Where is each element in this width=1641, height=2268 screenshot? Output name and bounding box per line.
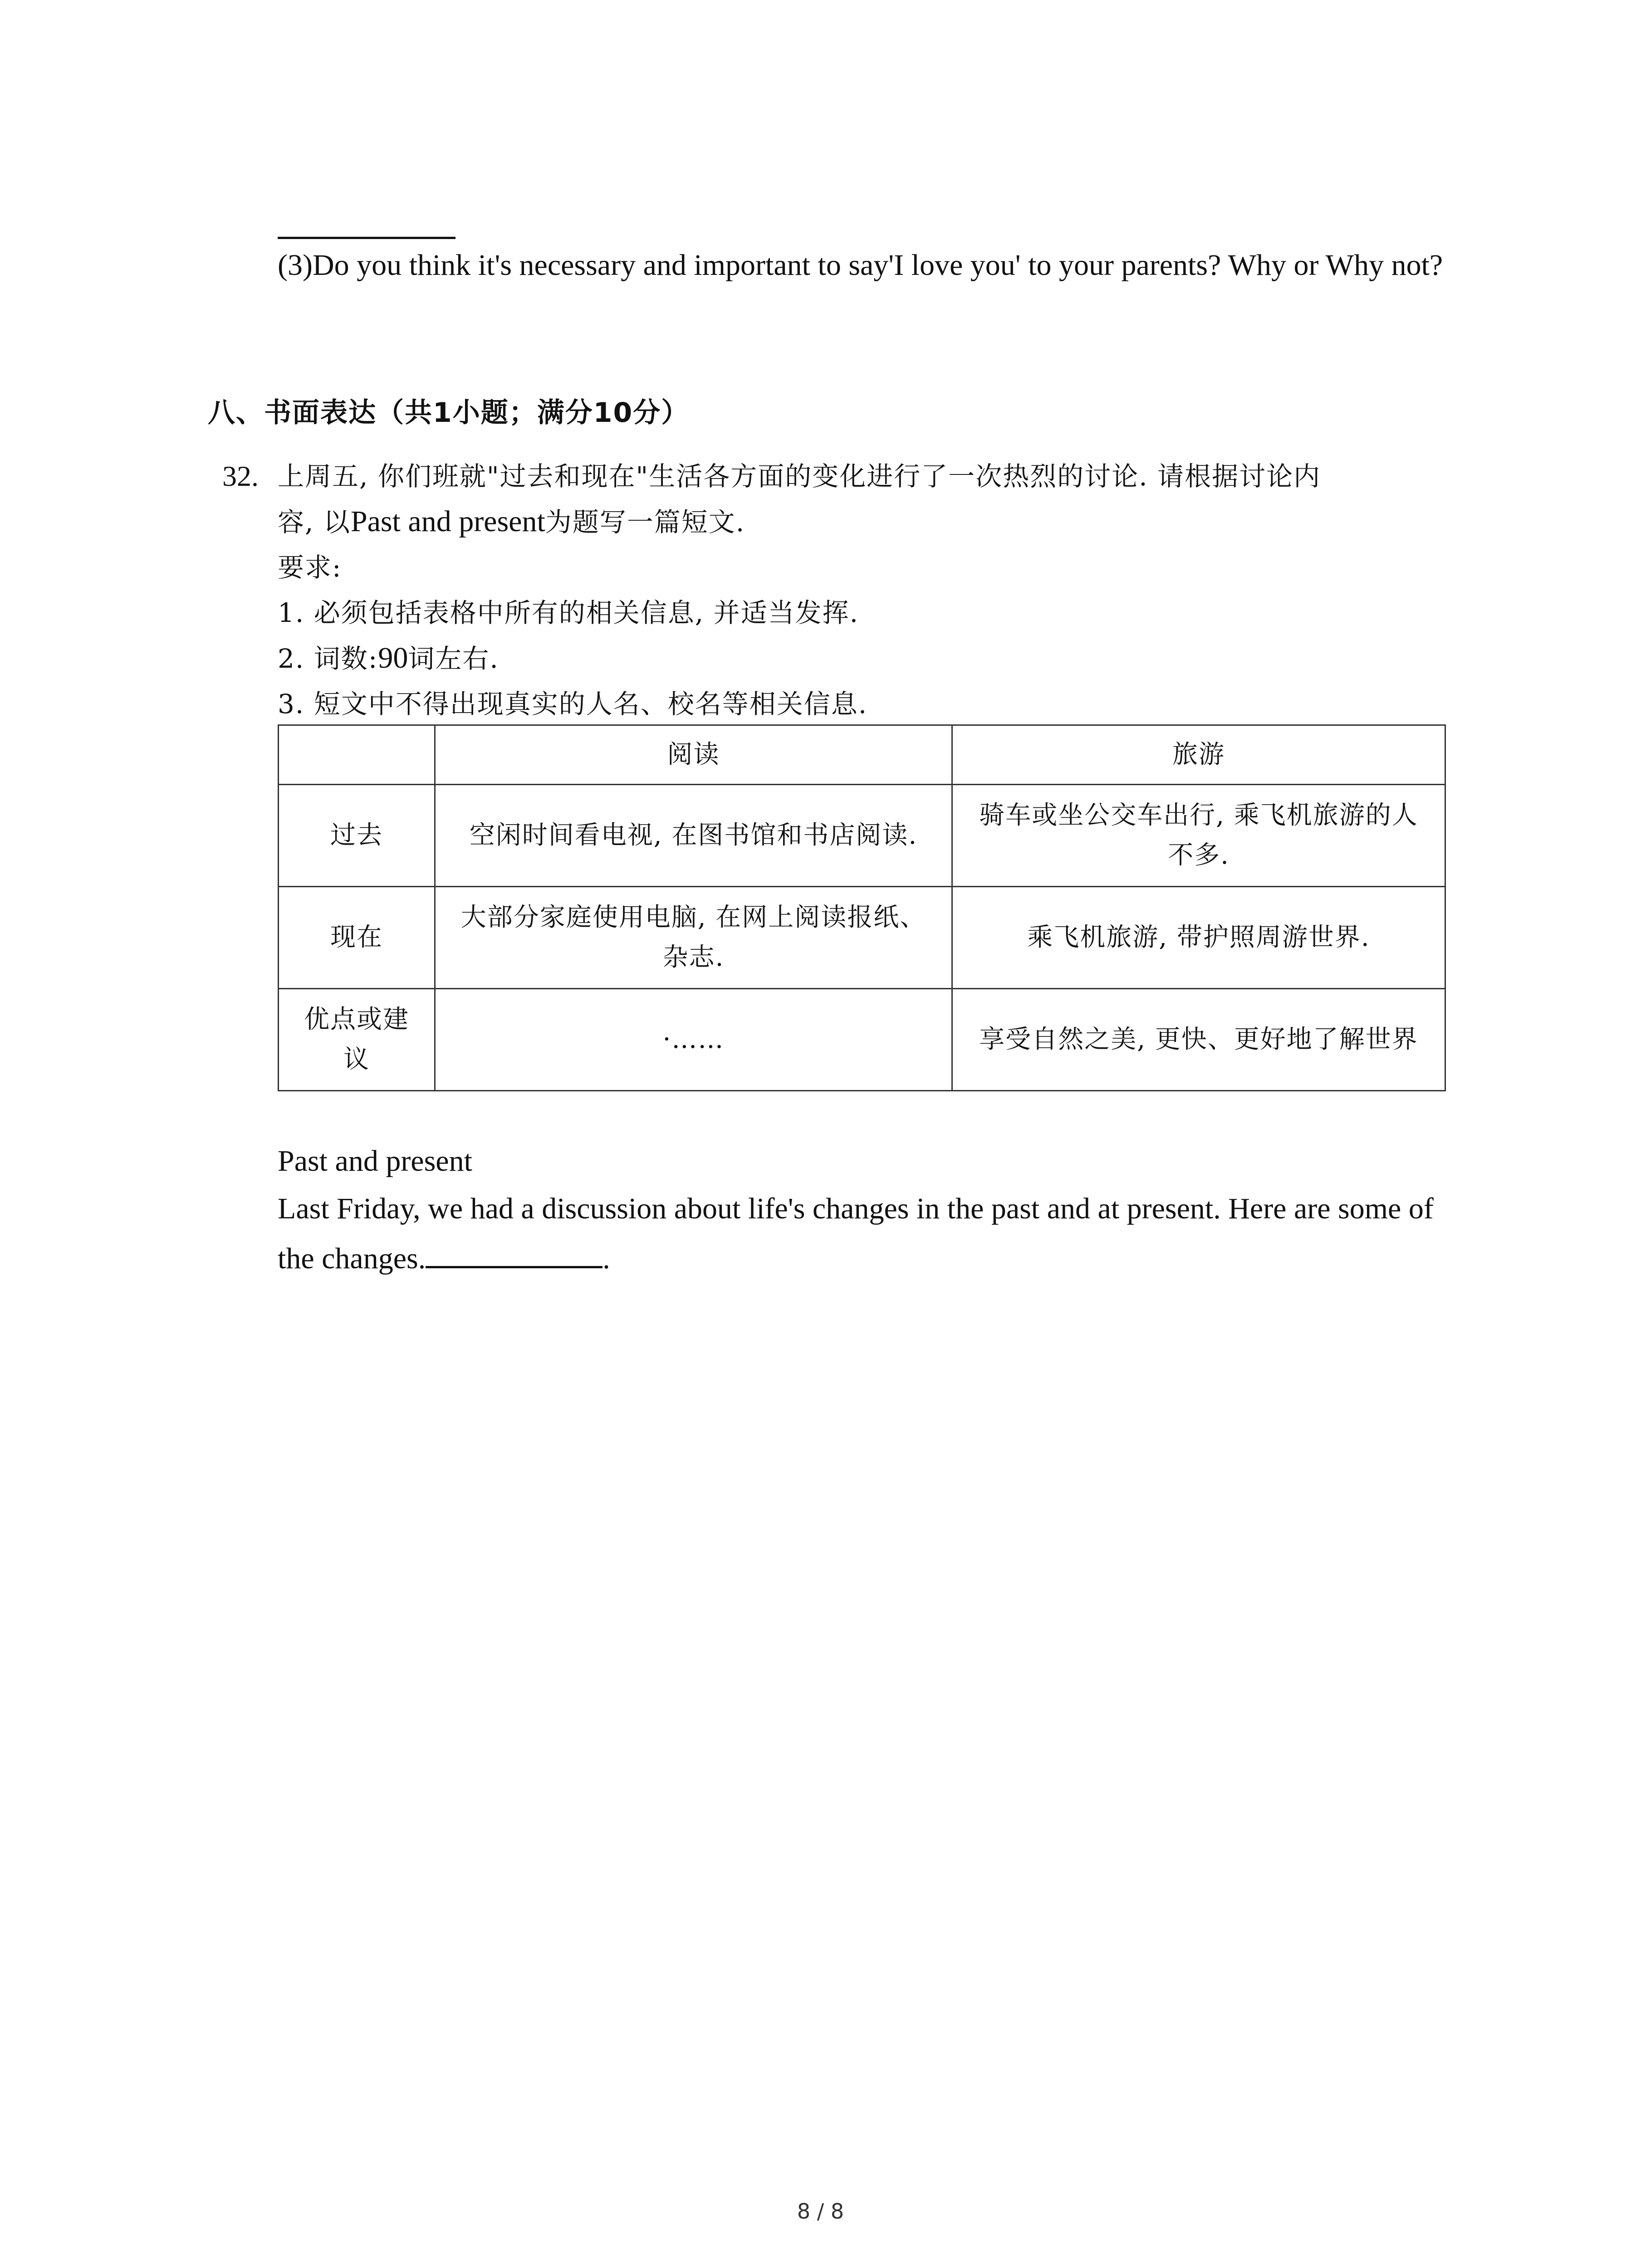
table-row [279, 887, 1445, 989]
table-cell: 享受自然之美, 更快、更好地了解世界 [952, 989, 1445, 1091]
requirement-3: 3. 短文中不得出现真实的人名、校名等相关信息. [278, 689, 868, 719]
question-3-text: (3)Do you think it's necessary and important to say'I love you' to your parents? Why or Why not? [278, 249, 1443, 282]
table-row [279, 989, 1445, 1091]
table-header-cell [279, 725, 435, 785]
table-cell: 大部分家庭使用电脑, 在网上阅读报纸、杂志. [435, 887, 952, 989]
essay-opening [278, 1184, 1457, 1284]
table-row-label: 过去 [279, 785, 435, 887]
prompt-line-1: 上周五, 你们班就"过去和现在"生活各方面的变化进行了一次热烈的讨论. 请根据讨论内 [278, 461, 1321, 492]
requirement-2-number: 90 [378, 641, 408, 675]
answer-blank-line [278, 237, 456, 239]
table-row-label: 优点或建议 [279, 989, 435, 1091]
section-title: 八、书面表达（共1小题；满分10分） [208, 397, 690, 429]
table-cell: 乘飞机旅游, 带护照周游世界. [952, 887, 1445, 989]
prompt-essay-title: Past and present [350, 505, 545, 538]
essay-answer-blank[interactable] [426, 1239, 603, 1268]
question-number: 32. [222, 460, 259, 492]
info-table [278, 724, 1446, 1091]
requirements-label: 要求: [278, 552, 342, 583]
table-row-label: 现在 [279, 887, 435, 989]
requirement-2 [278, 635, 1439, 681]
table-cell: 骑车或坐公交车出行, 乘飞机旅游的人不多. [952, 785, 1445, 887]
table-header-cell: 旅游 [952, 725, 1445, 785]
requirement-2-suffix: 词左右. [408, 643, 499, 674]
prompt-line-2-prefix: 容, 以 [278, 507, 351, 538]
table-header-row [279, 725, 1445, 785]
table-row [279, 785, 1445, 887]
requirement-1: 1. 必须包括表格中所有的相关信息, 并适当发挥. [278, 597, 859, 628]
table-cell: 空闲时间看电视, 在图书馆和书店阅读. [435, 785, 952, 887]
question-32-body [278, 454, 1439, 727]
prompt-line-2-suffix: 为题写一篇短文. [545, 507, 745, 538]
page-number: 8 / 8 [797, 2199, 844, 2224]
essay-period: . [603, 1242, 610, 1275]
question-32-prompt [278, 454, 1439, 545]
requirement-2-prefix: 2. 词数: [278, 643, 378, 674]
essay-opening-text: Last Friday, we had a discussion about life's changes in the past and at present. Here are some of the changes. [278, 1192, 1434, 1275]
essay-title: Past and present [278, 1144, 472, 1178]
table-header-cell: 阅读 [435, 725, 952, 785]
table-cell: ·…… [435, 989, 952, 1091]
